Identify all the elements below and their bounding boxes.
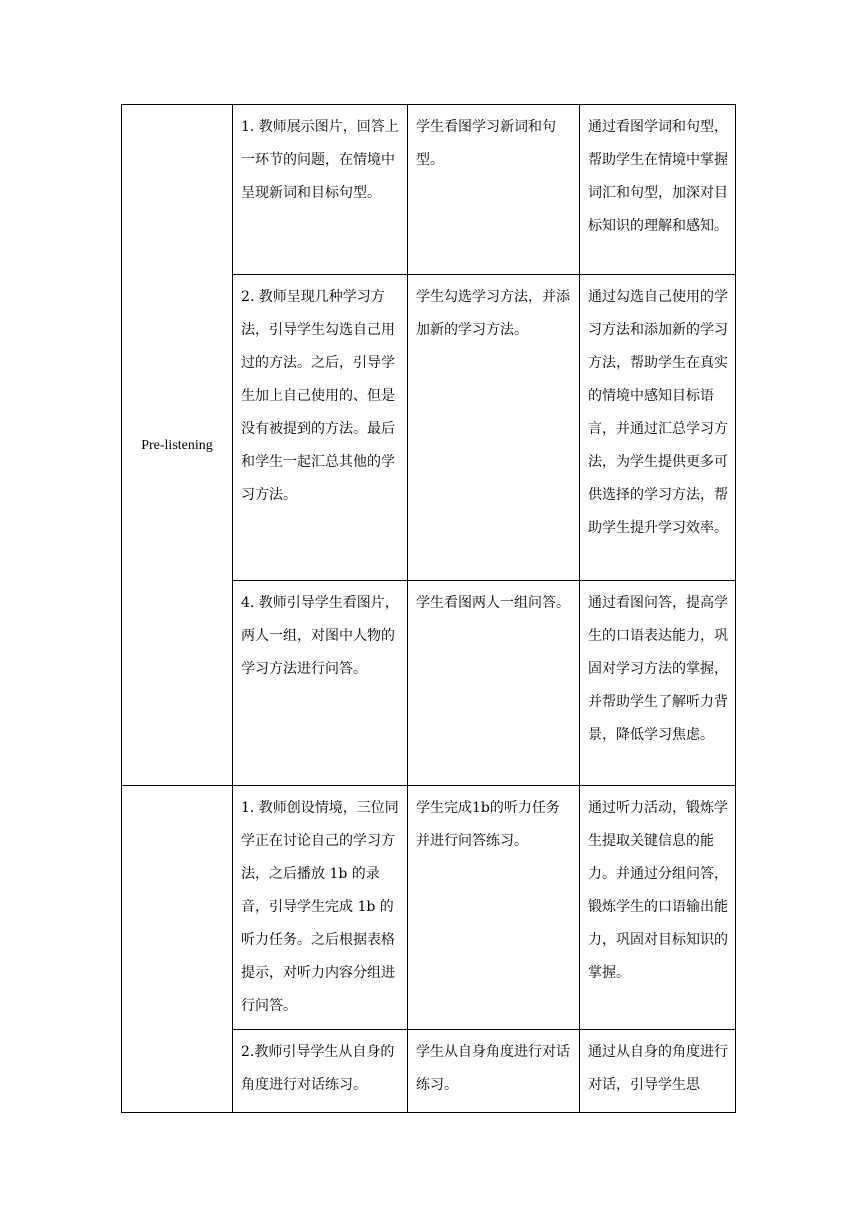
stage-cell	[122, 105, 233, 786]
teacher-activity-cell: 4. 教师引导学生看图片，两人一组，对图中人物的学习方法进行问答。	[233, 581, 408, 786]
design-purpose-cell: 通过从自身的角度进行对话，引导学生思	[580, 1030, 736, 1113]
student-activity-cell: 学生从自身角度进行对话练习。	[408, 1030, 580, 1113]
teacher-activity-cell: 1. 教师展示图片，回答上一环节的问题，在情境中呈现新词和目标句型。	[233, 105, 408, 275]
design-purpose-cell: 通过听力活动，锻炼学生提取关键信息的能力。并通过分组问答，锻炼学生的口语输出能力，巩固对目标知识的掌握。	[580, 786, 736, 1030]
teacher-activity-cell: 2.教师引导学生从自身的角度进行对话练习。	[233, 1030, 408, 1113]
student-activity-cell: 学生勾选学习方法，并添加新的学习方法。	[408, 275, 580, 581]
stage-label: Pre-listening	[141, 437, 213, 453]
table-row	[122, 105, 736, 275]
design-purpose-cell: 通过看图问答，提高学生的口语表达能力，巩固对学习方法的掌握，并帮助学生了解听力背景，降低学习焦虑。	[580, 581, 736, 786]
design-purpose-cell: 通过看图学词和句型，帮助学生在情境中掌握词汇和句型，加深对目标知识的理解和感知。	[580, 105, 736, 275]
lesson-plan-table	[121, 104, 736, 1113]
student-activity-cell: 学生看图两人一组问答。	[408, 581, 580, 786]
teacher-activity-cell: 2. 教师呈现几种学习方法，引导学生勾选自己用过的方法。之后，引导学生加上自己使用的、但是没有被提到的方法。最后和学生一起汇总其他的学习方法。	[233, 275, 408, 581]
design-purpose-cell: 通过勾选自己使用的学习方法和添加新的学习方法，帮助学生在真实的情境中感知目标语言，并通过汇总学习方法，为学生提供更多可供选择的学习方法，帮助学生提升学习效率。	[580, 275, 736, 581]
teacher-activity-cell: 1. 教师创设情境，三位同学正在讨论自己的学习方法，之后播放 1b 的录音，引导学生完成 1b 的听力任务。之后根据表格提示，对听力内容分组进行问答。	[233, 786, 408, 1030]
student-activity-cell: 学生完成1b的听力任务并进行问答练习。	[408, 786, 580, 1030]
stage-cell	[122, 786, 233, 1113]
table-row	[122, 786, 736, 1030]
student-activity-cell: 学生看图学习新词和句型。	[408, 105, 580, 275]
